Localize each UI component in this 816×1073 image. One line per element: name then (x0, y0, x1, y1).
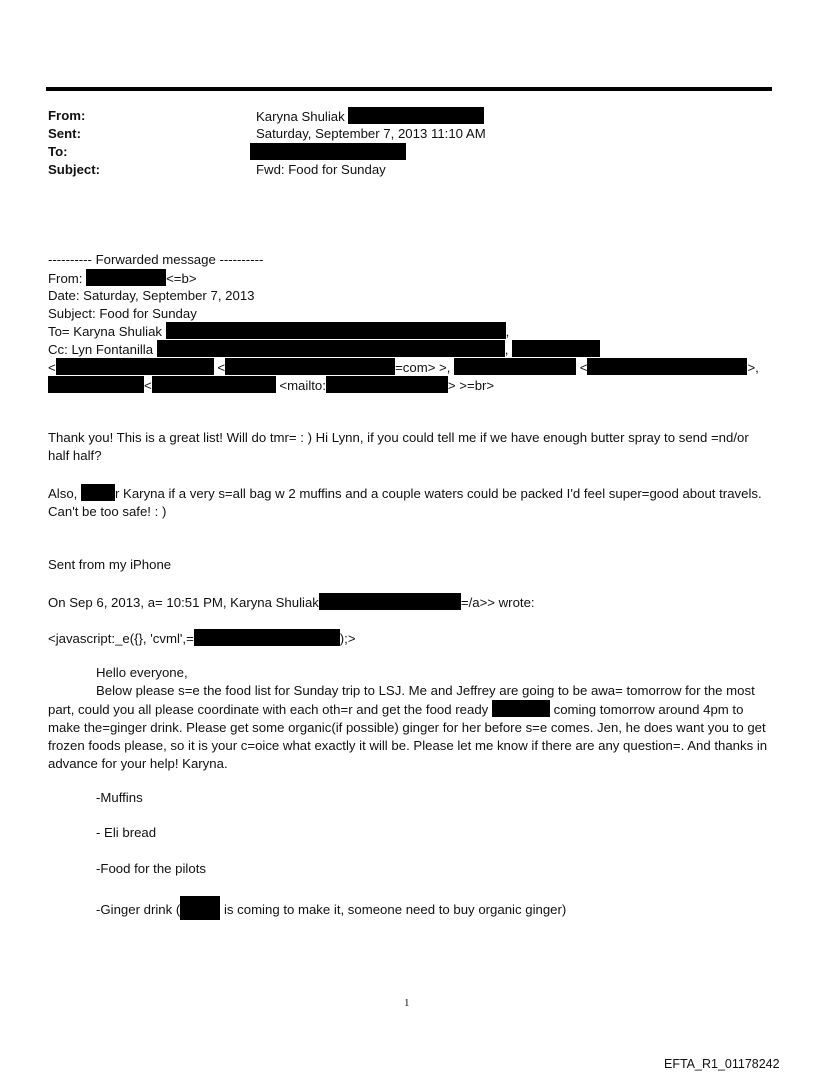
ginger-rest: is coming to make it, someone need to buy organic ginger) (223, 902, 567, 917)
subject-value: Fwd: Food for Sunday (256, 162, 386, 177)
mailto-fragment: <mailto: (279, 378, 326, 393)
redaction-block (250, 143, 406, 160)
top-rule (46, 87, 772, 91)
subject-label: Subject: (48, 162, 101, 177)
fwd-cc-comma: , (504, 342, 509, 357)
p2-start: Also, (48, 486, 78, 501)
redaction-block (492, 700, 550, 717)
ginger-start: -Ginger drink ( (96, 902, 181, 917)
quoted-text-start: Below please s=e the food list for Sunday trip to LSJ. Me and Jeffrey are going to be awa= tomorrow for the most part, could you all please coordinate with each oth=r and get the food ready (48, 683, 755, 717)
from-label: From: (48, 108, 86, 123)
redaction-block (454, 358, 576, 375)
from-name: Karyna Shuliak (256, 109, 345, 124)
sent-label: Sent: (48, 126, 81, 141)
angle-open: < (48, 360, 56, 375)
redaction-block (81, 484, 115, 501)
fwd-to-comma: , (505, 324, 510, 339)
redaction-block (225, 358, 395, 375)
list-item-ginger (96, 896, 566, 920)
quoted-greeting: Hello everyone, (96, 665, 188, 680)
redaction-block (319, 593, 461, 610)
recipient-fragment: =com> >, (395, 360, 451, 375)
redaction-block (166, 322, 506, 339)
quote-attribution (48, 593, 535, 612)
redaction-block (326, 376, 448, 393)
redaction-block (348, 107, 484, 124)
redaction-block (152, 376, 276, 393)
redaction-block (512, 340, 600, 357)
attribution-start: On Sep 6, 2013, a= 10:51 PM, Karyna Shuliak (48, 595, 319, 610)
fwd-to-prefix: To= Karyna Shuliak (48, 324, 162, 339)
recipient-end: >, (747, 360, 759, 375)
fwd-from-suffix: <=b> (166, 271, 197, 286)
sent-from-signature: Sent from my iPhone (48, 557, 172, 572)
to-label: To: (48, 144, 68, 159)
list-item: - Eli bread (96, 825, 157, 840)
redaction-block (587, 358, 747, 375)
fwd-to-line (48, 322, 509, 341)
quoted-text-rest: coming tomorrow around 4pm to make the=ginger drink. Please get some organic(if possible) ginger for her before s=e comes. Jen, he does want you to get frozen foods please, so it is your c=oice what exactly it will be. Please let me know if there are any question=. And thanks in advance for your help! Karyna. (48, 702, 768, 771)
javascript-line (48, 629, 356, 648)
list-item: -Food for the pilots (96, 861, 206, 876)
sent-value: Saturday, September 7, 2013 11:10 AM (256, 126, 486, 141)
javascript-end: );> (339, 631, 356, 646)
fwd-recipients-line (48, 358, 759, 377)
to-value (250, 143, 406, 162)
javascript-start: <javascript:_e({}, 'cvml',= (48, 631, 194, 646)
page-number: 1 (404, 997, 410, 1009)
attribution-end: =/a>> wrote: (460, 595, 535, 610)
fwd-mailto-line (48, 376, 494, 395)
redaction-block (86, 269, 166, 286)
body-paragraph-2 (48, 484, 770, 521)
redaction-block (194, 629, 340, 646)
body-paragraph-1: Thank you! This is a great list! Will do tmr= : ) Hi Lynn, if you could tell me if we have enough butter spray to send =nd/or half half? (48, 430, 749, 463)
fwd-cc-prefix: Cc: Lyn Fontanilla (48, 342, 154, 357)
fwd-from-line (48, 269, 197, 288)
mailto-end: > >=br> (447, 378, 495, 393)
from-value (256, 107, 484, 126)
list-item: -Muffins (96, 790, 143, 805)
angle-open: < (217, 360, 226, 375)
angle-open: < (579, 360, 588, 375)
p2-rest: r Karyna if a very s=all bag w 2 muffins and a couple waters could be packed I'd feel super=good about travels. Can't be too safe! : ) (48, 486, 762, 519)
redaction-block (48, 376, 144, 393)
angle-open: < (144, 378, 152, 393)
redaction-block (180, 896, 220, 920)
forward-separator: ---------- Forwarded message ---------- (48, 252, 264, 267)
redaction-block (56, 358, 214, 375)
fwd-from-prefix: From: (48, 271, 83, 286)
fwd-subject-line: Subject: Food for Sunday (48, 306, 197, 321)
redaction-block (157, 340, 505, 357)
fwd-cc-line (48, 340, 600, 359)
bates-number: EFTA_R1_01178242 (664, 1057, 780, 1071)
quoted-paragraph (48, 682, 770, 773)
fwd-date-line: Date: Saturday, September 7, 2013 (48, 288, 255, 303)
